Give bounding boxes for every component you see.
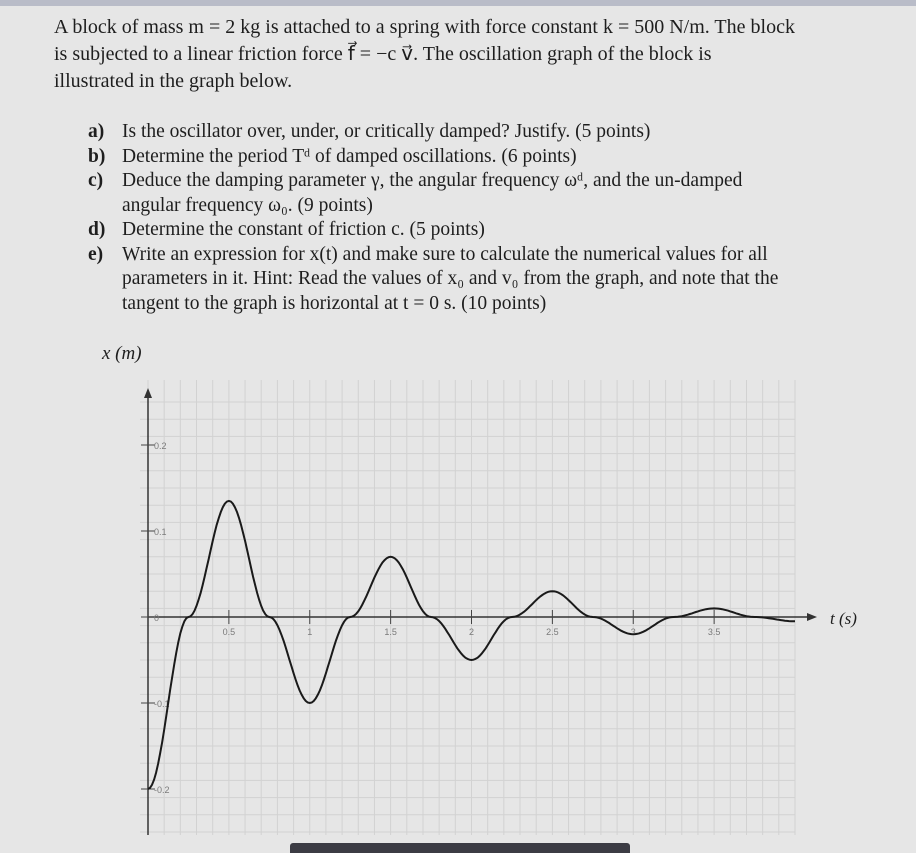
chart-grid xyxy=(140,380,795,835)
y-tick-label: 0.1 xyxy=(154,527,167,537)
x-tick-label: 1.5 xyxy=(384,627,397,637)
y-axis-label: x (m) xyxy=(102,343,142,364)
x-tick-label: 0.5 xyxy=(222,627,236,637)
x-tick-label: 1 xyxy=(307,627,313,637)
question-letter: d) xyxy=(88,219,106,240)
y-tick-label: 0 xyxy=(154,613,160,623)
question-text: Determine the period Tᵈ of damped oscillations. (6 points) xyxy=(122,145,577,167)
intro-line-3: illustrated in the graph below. xyxy=(54,70,293,92)
question-text: Write an expression for x(t) and make sure to calculate the numerical values for all xyxy=(122,243,768,265)
question-text: Determine the constant of friction c. (5 points) xyxy=(122,219,485,240)
x-axis-arrow xyxy=(807,613,817,621)
x-axis-label: t (s) xyxy=(830,609,857,628)
question-text: parameters in it. Hint: Read the values of x₀ and v₀ from the graph, and note that the xyxy=(122,268,779,289)
y-tick-label: -0.2 xyxy=(154,785,170,795)
y-axis-arrow xyxy=(144,388,152,398)
x-tick-label: 2.5 xyxy=(546,627,559,637)
x-tick-label: 3 xyxy=(630,627,636,637)
y-tick-label: 0.2 xyxy=(154,441,167,451)
y-tick-label: -0.1 xyxy=(154,699,170,709)
intro-line-2: is subjected to a linear friction force f⃗ = −c v⃗. The oscillation graph of the block is xyxy=(54,43,712,65)
question-text: Deduce the damping parameter γ, the angular frequency ωᵈ, and the un-damped xyxy=(122,170,743,191)
x-tick-label: 3.5 xyxy=(707,627,721,637)
question-letter: b) xyxy=(88,145,106,167)
question-text: Is the oscillator over, under, or critically damped? Justify. (5 points) xyxy=(122,121,651,142)
question-letter: e) xyxy=(88,243,104,265)
question-letter: a) xyxy=(88,121,105,142)
question-text: tangent to the graph is horizontal at t = 0 s. (10 points) xyxy=(122,292,547,314)
question-text: angular frequency ω₀. (9 points) xyxy=(122,194,373,216)
intro-line-1: A block of mass m = 2 kg is attached to a spring with force constant k = 500 N/m. The block xyxy=(54,16,795,38)
x-tick-label: 2 xyxy=(468,627,475,637)
question-letter: c) xyxy=(88,170,104,191)
bottom-bar xyxy=(290,843,630,853)
